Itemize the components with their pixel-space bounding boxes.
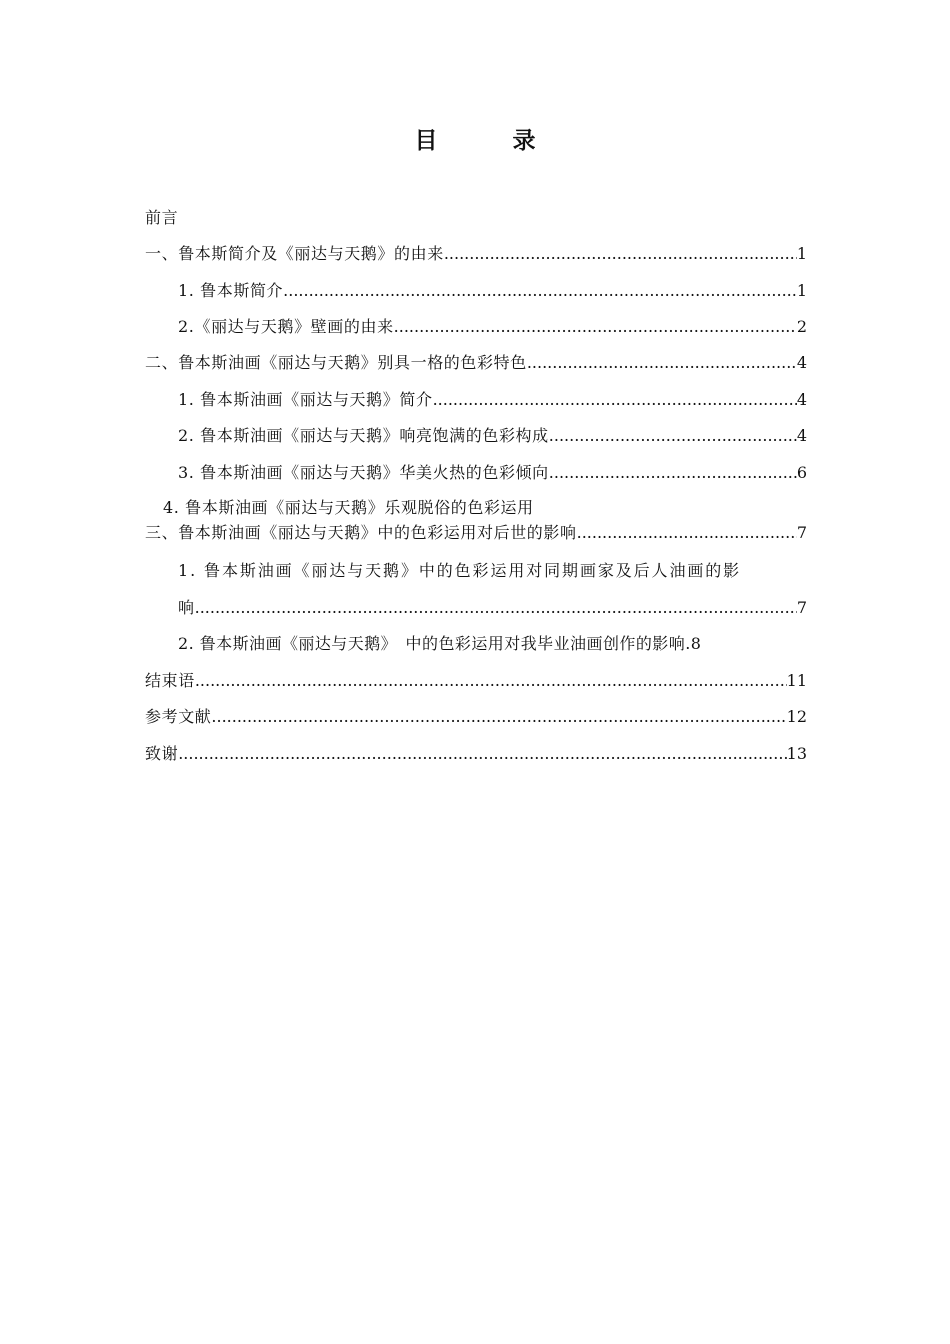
toc-page-number: 6 xyxy=(796,463,807,482)
toc-entry-section-1-1[interactable] xyxy=(178,280,807,302)
toc-entry-label: 2. 鲁本斯油画《丽达与天鹅》 中的色彩运用对我毕业油画创作的影响. xyxy=(178,634,691,653)
toc-entry-conclusion[interactable] xyxy=(145,670,807,692)
toc-entry-label: 致谢 xyxy=(145,744,179,763)
toc-page-number: 1 xyxy=(796,244,807,263)
toc-entry-label: 三、鲁本斯油画《丽达与天鹅》中的色彩运用对后世的影响 xyxy=(145,523,577,542)
dot-leader xyxy=(549,462,797,484)
toc-entry-preface[interactable]: 前言 xyxy=(145,208,179,227)
toc-page-number: 12 xyxy=(786,707,807,726)
dot-leader xyxy=(195,597,797,619)
toc-page-number: 8 xyxy=(690,634,701,653)
toc-entry-label: 参考文献 xyxy=(145,707,212,726)
toc-page-number: 13 xyxy=(786,744,807,763)
toc-entry-label: 1. 鲁本斯油画《丽达与天鹅》简介 xyxy=(178,390,433,409)
toc-page-number: 4 xyxy=(796,426,807,445)
dot-leader xyxy=(394,316,797,338)
toc-page-number: 1 xyxy=(796,281,807,300)
dot-leader xyxy=(527,352,797,374)
toc-entry-section-2-2[interactable] xyxy=(178,425,807,447)
toc-page-number: 4 xyxy=(796,390,807,409)
toc-entry-label: 响 xyxy=(178,598,195,617)
toc-entry-label: 二、鲁本斯油画《丽达与天鹅》别具一格的色彩特色 xyxy=(145,353,527,372)
toc-entry-section-3[interactable] xyxy=(145,522,807,544)
toc-entry-section-2[interactable] xyxy=(145,352,807,374)
toc-entry-section-3-2[interactable] xyxy=(178,633,807,655)
dot-leader xyxy=(433,389,797,411)
toc-entry-label: 1. 鲁本斯简介 xyxy=(178,281,284,300)
toc-entry-label: 2.《丽达与天鹅》壁画的由来 xyxy=(178,317,394,336)
dot-leader xyxy=(444,243,797,265)
toc-title: 目 录 xyxy=(414,127,562,154)
toc-entry-section-2-3[interactable] xyxy=(178,462,807,484)
toc-entry-label: 结束语 xyxy=(145,671,195,690)
dot-leader xyxy=(577,522,797,544)
dot-leader xyxy=(178,743,786,765)
toc-entry-section-1-2[interactable] xyxy=(178,316,807,338)
toc-entry-acknowledgements[interactable] xyxy=(145,743,807,765)
toc-page-number: 11 xyxy=(786,671,807,690)
dot-leader xyxy=(211,706,786,728)
toc-entry-section-1[interactable] xyxy=(145,243,807,265)
dot-leader xyxy=(283,280,797,302)
toc-entry-section-3-1-line2[interactable] xyxy=(178,597,807,619)
toc-page-number: 4 xyxy=(796,353,807,372)
toc-entry-label: 2. 鲁本斯油画《丽达与天鹅》响亮饱满的色彩构成 xyxy=(178,426,549,445)
toc-page-number: 2 xyxy=(796,317,807,336)
toc-page-number: 7 xyxy=(796,598,807,617)
toc-page-number: 7 xyxy=(796,523,807,542)
dot-leader xyxy=(195,670,787,692)
toc-entry-references[interactable] xyxy=(145,706,807,728)
toc-entry-section-2-4[interactable]: 4. 鲁本斯油画《丽达与天鹅》乐观脱俗的色彩运用 xyxy=(163,498,534,517)
toc-entry-section-2-1[interactable] xyxy=(178,389,807,411)
dot-leader xyxy=(549,425,797,447)
toc-entry-section-3-1-line1[interactable]: 1. 鲁本斯油画《丽达与天鹅》中的色彩运用对同期画家及后人油画的影 xyxy=(178,561,742,580)
toc-entry-label: 3. 鲁本斯油画《丽达与天鹅》华美火热的色彩倾向 xyxy=(178,463,549,482)
toc-entry-label: 一、鲁本斯简介及《丽达与天鹅》的由来 xyxy=(145,244,444,263)
